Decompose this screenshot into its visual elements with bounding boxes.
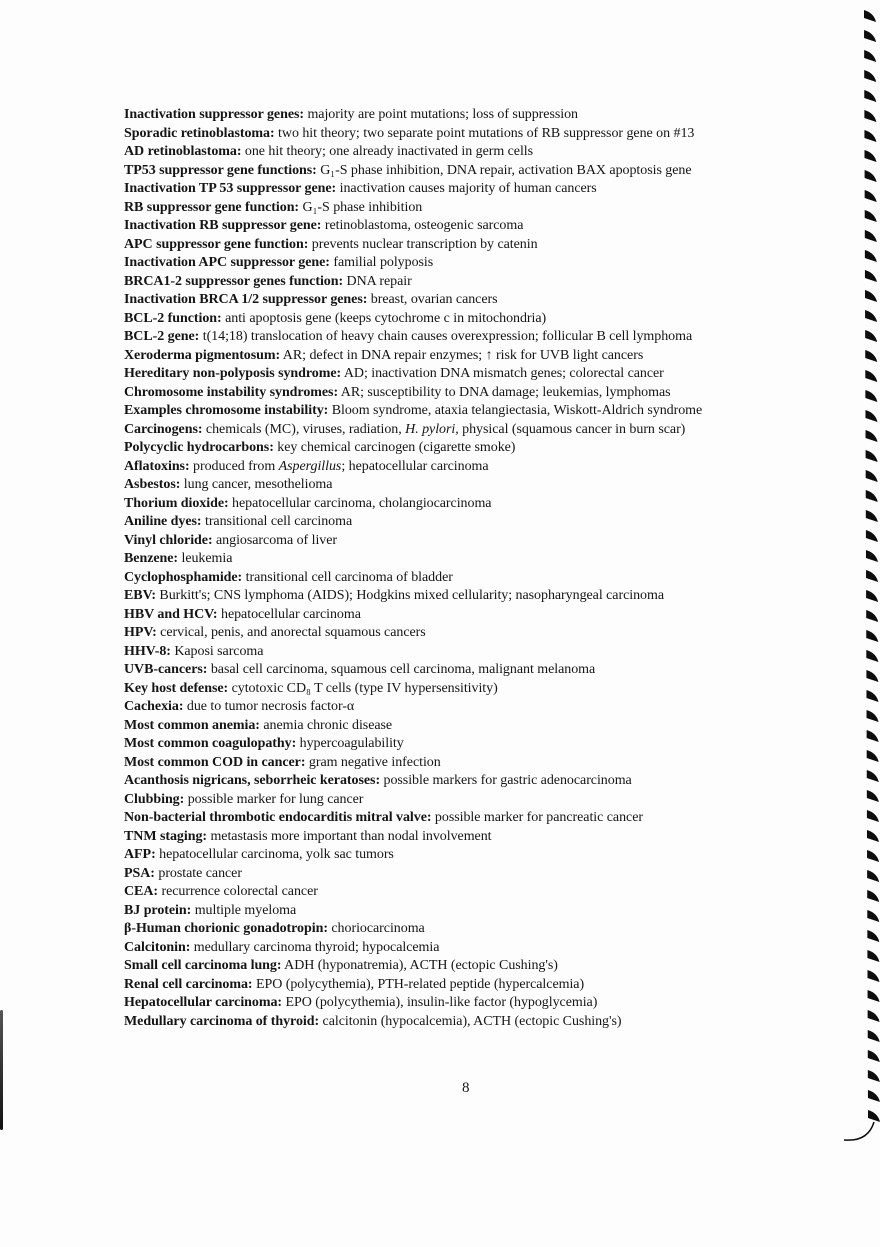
binding-ring <box>865 350 877 362</box>
note-text: DNA repair <box>343 273 412 289</box>
note-term: UVB-cancers: <box>124 662 208 677</box>
binding-ring <box>866 530 878 542</box>
spiral-binding <box>840 0 880 1160</box>
note-italic: H. pylori <box>405 421 456 437</box>
note-term: Aniline dyes: <box>124 514 202 529</box>
note-entry <box>124 828 824 847</box>
note-term: Renal cell carcinoma: <box>124 976 253 992</box>
binding-ring <box>865 250 877 262</box>
note-term: APC suppressor gene function: <box>124 236 309 252</box>
note-entry <box>124 587 824 606</box>
binding-ring <box>867 810 879 822</box>
note-text: transitional cell carcinoma of bladder <box>242 569 453 585</box>
note-text: hepatocellular carcinoma, cholangiocarcinoma <box>228 495 492 511</box>
note-term: Cachexia: <box>124 699 184 714</box>
binding-ring <box>866 570 878 582</box>
note-text: familial polyposis <box>329 255 434 270</box>
note-text: recurrence colorectal cancer <box>158 884 318 899</box>
note-text: EPO (polycythemia), insulin-like factor (hypoglycemia) <box>282 995 598 1010</box>
note-text: hepatocellular carcinoma, yolk sac tumors <box>155 847 394 862</box>
note-text: breast, ovarian cancers <box>367 292 498 307</box>
binding-ring <box>866 610 878 622</box>
note-entry <box>124 199 824 218</box>
note-entry <box>124 809 824 828</box>
binding-ring <box>864 110 876 122</box>
note-entry <box>124 569 824 588</box>
note-entry <box>124 365 824 384</box>
binding-ring <box>865 230 877 242</box>
binding-end-curve <box>844 1122 874 1140</box>
notes-list <box>124 106 824 1031</box>
note-term: Most common COD in cancer: <box>124 754 306 770</box>
note-text: ADH (hyponatremia), ACTH (ectopic Cushing's) <box>281 958 558 973</box>
note-entry <box>124 1013 824 1032</box>
note-entry <box>124 162 824 181</box>
note-text: t(14;18) translocation of heavy chain causes overexpression; follicular B cell lymphoma <box>199 329 693 344</box>
note-term: Hereditary non-polyposis syndrome: <box>124 366 342 381</box>
note-text: anemia chronic disease <box>259 717 393 733</box>
note-term: β-Human chorionic gonadotropin: <box>124 921 328 936</box>
binding-ring <box>866 650 878 662</box>
note-text: AR; defect in DNA repair enzymes; ↑ risk for UVB light cancers <box>280 347 644 363</box>
note-entry <box>124 920 824 939</box>
note-text: cytotoxic CD₈ T cells (type IV hypersensitivity) <box>228 680 498 696</box>
binding-ring <box>867 950 879 962</box>
note-term: Medullary carcinoma of thyroid: <box>124 1013 320 1029</box>
binding-ring <box>865 370 877 382</box>
note-entry <box>124 328 824 347</box>
binding-ring <box>867 730 879 742</box>
note-text: Kaposi sarcoma <box>170 643 264 659</box>
note-entry <box>124 902 824 921</box>
note-entry <box>124 865 824 884</box>
binding-ring <box>866 630 878 642</box>
note-term: BCL-2 function: <box>124 310 222 326</box>
note-text: multiple myeloma <box>191 902 297 918</box>
binding-ring <box>864 90 876 102</box>
note-entry <box>124 180 824 199</box>
note-term: Most common anemia: <box>124 717 260 733</box>
note-term: TNM staging: <box>124 828 208 844</box>
note-term: Inactivation RB suppressor gene: <box>124 218 322 233</box>
binding-ring <box>864 30 876 42</box>
binding-ring <box>867 930 879 942</box>
note-text: lung cancer, mesothelioma <box>180 477 333 492</box>
note-term: Thorium dioxide: <box>124 495 229 511</box>
note-entry <box>124 476 824 495</box>
note-text: basal cell carcinoma, squamous cell carcinoma, malignant melanoma <box>207 662 596 677</box>
note-term: Sporadic retinoblastoma: <box>124 125 275 141</box>
note-text: produced from <box>189 458 279 474</box>
note-entry <box>124 310 824 329</box>
binding-ring <box>867 910 879 922</box>
note-text: gram negative infection <box>305 754 441 770</box>
note-text: cervical, penis, and anorectal squamous cancers <box>156 625 426 640</box>
note-text: G₁-S phase inhibition <box>299 199 423 215</box>
note-entry <box>124 384 824 403</box>
note-text: Bloom syndrome, ataxia telangiectasia, Wiskott-Aldrich syndrome <box>328 403 703 418</box>
binding-ring <box>867 890 879 902</box>
note-text: two hit theory; two separate point mutations of RB suppressor gene on #13 <box>274 125 695 141</box>
note-term: PSA: <box>124 865 155 881</box>
note-entry <box>124 772 824 791</box>
note-term: TP53 suppressor gene functions: <box>124 162 317 178</box>
note-entry <box>124 125 824 144</box>
note-entry <box>124 846 824 865</box>
note-term: Chromosome instability syndromes: <box>124 384 339 400</box>
binding-ring <box>865 390 877 402</box>
note-term: Small cell carcinoma lung: <box>124 958 282 973</box>
note-term: Key host defense: <box>124 680 229 696</box>
note-text: possible marker for lung cancer <box>184 791 364 807</box>
note-entry <box>124 661 824 680</box>
binding-ring <box>866 470 878 482</box>
note-entry <box>124 976 824 995</box>
note-entry <box>124 236 824 255</box>
note-term: Asbestos: <box>124 477 181 492</box>
binding-ring <box>867 870 879 882</box>
note-term: Acanthosis nigricans, seborrheic keratoses: <box>124 773 381 788</box>
note-term: Most common coagulopathy: <box>124 736 297 751</box>
note-entry <box>124 458 824 477</box>
note-entry <box>124 217 824 236</box>
binding-ring <box>865 310 877 322</box>
binding-ring <box>867 710 879 722</box>
binding-ring <box>868 1010 880 1022</box>
binding-ring <box>865 410 877 422</box>
note-entry <box>124 883 824 902</box>
note-term: CEA: <box>124 884 159 899</box>
note-term: Hepatocellular carcinoma: <box>124 995 283 1010</box>
note-entry <box>124 735 824 754</box>
note-text: hypercoagulability <box>296 736 404 751</box>
note-entry <box>124 347 824 366</box>
note-entry <box>124 421 824 440</box>
binding-ring <box>864 130 876 142</box>
note-text: chemicals (MC), viruses, radiation, <box>202 421 406 437</box>
note-text: G₁-S phase inhibition, DNA repair, activation BAX apoptosis gene <box>316 162 692 178</box>
binding-ring <box>865 270 877 282</box>
note-entry <box>124 291 824 310</box>
note-entry <box>124 939 824 958</box>
note-text: Burkitt's; CNS lymphoma (AIDS); Hodgkins mixed cellularity; nasopharyngeal carcinoma <box>155 588 664 603</box>
note-term: Polycyclic hydrocarbons: <box>124 440 274 455</box>
note-term: Inactivation TP 53 suppressor gene: <box>124 181 337 196</box>
note-term: EBV: <box>124 588 156 603</box>
page-left-edge <box>0 1010 3 1130</box>
binding-ring <box>865 150 877 162</box>
note-term: HBV and HCV: <box>124 606 218 622</box>
binding-ring <box>866 430 878 442</box>
binding-ring <box>866 590 878 602</box>
note-entry <box>124 791 824 810</box>
note-entry <box>124 495 824 514</box>
note-entry <box>124 513 824 532</box>
binding-ring <box>867 770 879 782</box>
note-text: calcitonin (hypocalcemia), ACTH (ectopic Cushing's) <box>319 1013 622 1029</box>
binding-ring <box>868 1050 880 1062</box>
note-entry <box>124 754 824 773</box>
note-text: metastasis more important than nodal involvement <box>207 828 492 844</box>
note-text: retinoblastoma, osteogenic sarcoma <box>321 218 524 233</box>
note-term: Aflatoxins: <box>124 458 190 474</box>
note-entry <box>124 143 824 162</box>
note-term: Clubbing: <box>124 791 185 807</box>
note-term: AD retinoblastoma: <box>124 144 242 159</box>
binding-ring <box>867 970 879 982</box>
note-text: transitional cell carcinoma <box>201 514 353 529</box>
note-text: AR; susceptibility to DNA damage; leukemias, lymphomas <box>338 384 671 400</box>
note-term: Benzene: <box>124 551 179 566</box>
note-term: BJ protein: <box>124 902 192 918</box>
note-text: AD; inactivation DNA mismatch genes; colorectal cancer <box>341 366 664 381</box>
note-entry <box>124 254 824 273</box>
binding-ring <box>865 210 877 222</box>
binding-ring <box>867 830 879 842</box>
binding-ring <box>866 550 878 562</box>
note-term: Non-bacterial thrombotic endocarditis mitral valve: <box>124 810 432 825</box>
note-entry <box>124 957 824 976</box>
note-term: Xeroderma pigmentosum: <box>124 347 281 363</box>
note-entry <box>124 439 824 458</box>
note-entry <box>124 402 824 421</box>
note-text: possible marker for pancreatic cancer <box>431 810 643 825</box>
page-number: 8 <box>462 1080 470 1096</box>
note-text: majority are point mutations; loss of suppression <box>304 107 578 122</box>
note-text: medullary carcinoma thyroid; hypocalcemia <box>190 939 440 955</box>
binding-ring <box>866 670 878 682</box>
note-term: RB suppressor gene function: <box>124 199 300 215</box>
binding-ring <box>868 1030 880 1042</box>
note-term: AFP: <box>124 847 156 862</box>
note-term: HHV-8: <box>124 643 171 659</box>
note-entry <box>124 717 824 736</box>
note-text: inactivation causes majority of human cancers <box>336 181 597 196</box>
note-text: prevents nuclear transcription by catenin <box>308 236 538 252</box>
binding-ring <box>864 70 876 82</box>
note-term: Carcinogens: <box>124 421 203 437</box>
binding-ring <box>866 510 878 522</box>
binding-ring <box>868 1070 880 1082</box>
binding-ring <box>864 50 876 62</box>
binding-ring <box>865 330 877 342</box>
note-term: Cyclophosphamide: <box>124 569 243 585</box>
note-entry <box>124 273 824 292</box>
note-text: due to tumor necrosis factor-α <box>183 699 355 714</box>
note-text: key chemical carcinogen (cigarette smoke) <box>273 440 516 455</box>
note-text: hepatocellular carcinoma <box>217 606 361 622</box>
note-text: prostate cancer <box>154 865 242 881</box>
note-term: Calcitonin: <box>124 939 191 955</box>
binding-ring <box>864 10 876 22</box>
binding-ring <box>867 850 879 862</box>
binding-ring <box>865 170 877 182</box>
note-entry <box>124 532 824 551</box>
note-entry <box>124 106 824 125</box>
binding-ring <box>866 490 878 502</box>
binding-ring <box>865 290 877 302</box>
note-text: anti apoptosis gene (keeps cytochrome c in mitochondria) <box>221 310 547 326</box>
binding-ring <box>866 690 878 702</box>
note-entry <box>124 550 824 569</box>
note-term: Examples chromosome instability: <box>124 403 329 418</box>
note-term: Inactivation suppressor genes: <box>124 107 305 122</box>
note-text: possible markers for gastric adenocarcinoma <box>380 773 632 788</box>
note-term: BCL-2 gene: <box>124 329 200 344</box>
note-text: angiosarcoma of liver <box>212 532 338 548</box>
note-term: HPV: <box>124 625 157 640</box>
binding-ring <box>865 190 877 202</box>
note-text-after: ; hepatocellular carcinoma <box>341 458 489 474</box>
note-term: Inactivation APC suppressor gene: <box>124 255 330 270</box>
note-term: Vinyl chloride: <box>124 532 213 548</box>
note-entry <box>124 680 824 699</box>
note-entry <box>124 606 824 625</box>
binding-ring <box>868 1090 880 1102</box>
binding-ring <box>867 790 879 802</box>
note-entry <box>124 624 824 643</box>
note-entry <box>124 643 824 662</box>
note-term: Inactivation BRCA 1/2 suppressor genes: <box>124 292 368 307</box>
note-entry <box>124 698 824 717</box>
note-text: leukemia <box>178 551 233 566</box>
note-italic: Aspergillus <box>278 458 342 474</box>
binding-ring <box>868 1110 880 1122</box>
note-text: one hit theory; one already inactivated in germ cells <box>241 144 534 159</box>
note-text: EPO (polycythemia), PTH-related peptide (hypercalcemia) <box>252 976 585 992</box>
note-entry <box>124 994 824 1013</box>
note-text-after: , physical (squamous cancer in burn scar) <box>455 421 686 437</box>
binding-ring <box>866 450 878 462</box>
binding-ring <box>867 750 879 762</box>
note-text: choriocarcinoma <box>327 921 425 936</box>
binding-ring <box>868 990 880 1002</box>
note-term: BRCA1-2 suppressor genes function: <box>124 273 344 289</box>
